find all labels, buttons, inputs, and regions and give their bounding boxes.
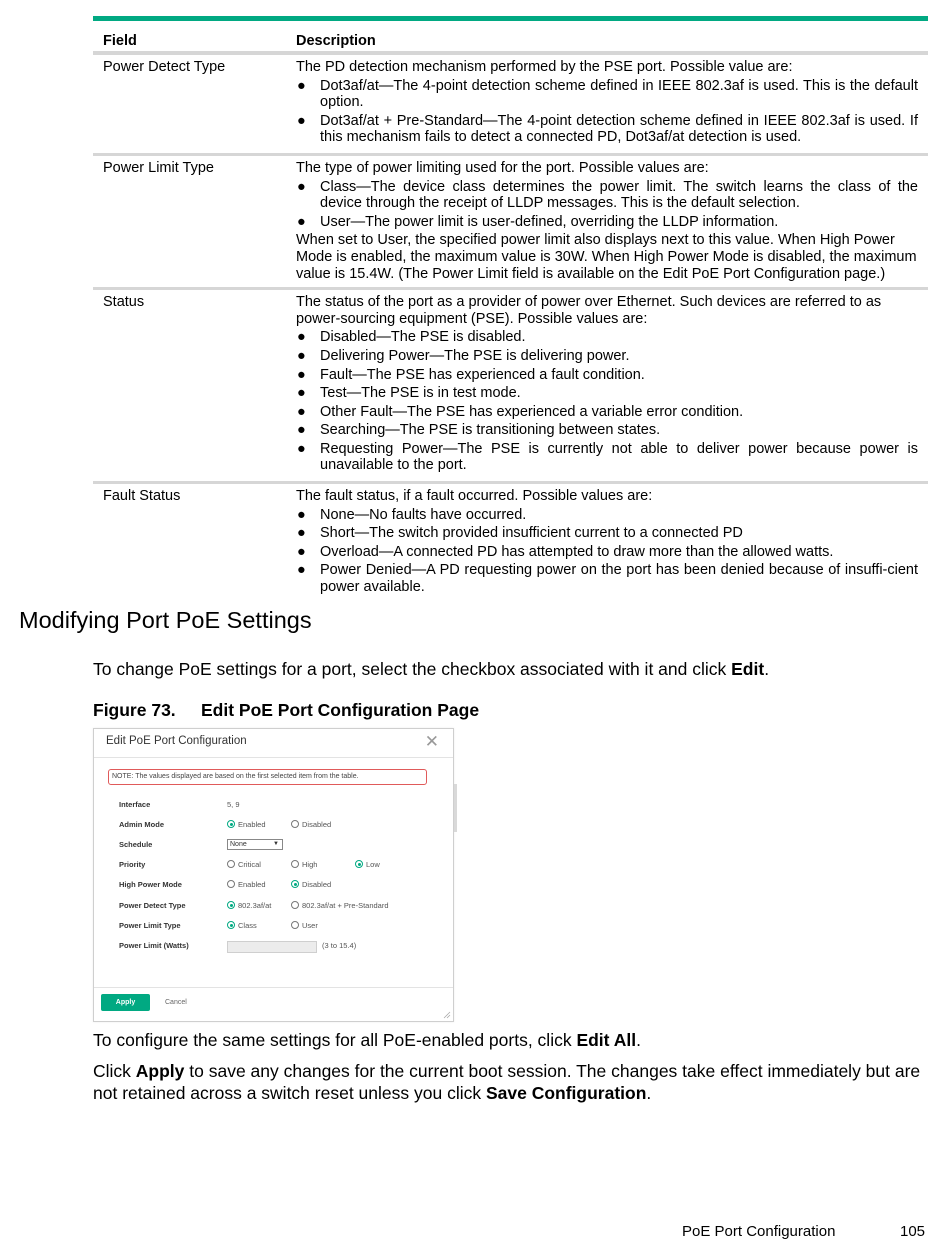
list-item xyxy=(296,78,918,111)
high-power-enabled-radio[interactable] xyxy=(227,879,266,891)
list-item-text: Other Fault—The PSE has experienced a variable error condition. xyxy=(320,403,744,420)
apply-text-start: Click xyxy=(93,1061,136,1081)
intro-end: . xyxy=(764,659,770,679)
bullet-icon: ● xyxy=(297,422,306,439)
high-power-disabled-label: Disabled xyxy=(302,880,332,889)
bullet-icon: ● xyxy=(297,506,306,523)
radio-selected-icon xyxy=(227,820,235,828)
dialog-title: Edit PoE Port Configuration xyxy=(106,735,247,747)
edit-all-end: . xyxy=(636,1030,641,1050)
list-item xyxy=(296,113,918,146)
figure-caption xyxy=(93,700,479,721)
power-detect-type-row xyxy=(119,900,439,912)
limit-class-label: Class xyxy=(238,921,257,930)
bullet-icon: ● xyxy=(297,385,306,402)
high-power-mode-label: High Power Mode xyxy=(119,880,182,889)
detect-802-3af-radio[interactable] xyxy=(227,900,271,912)
table-header-row xyxy=(93,21,928,51)
priority-low-radio[interactable] xyxy=(355,859,380,871)
table-body xyxy=(93,55,928,603)
description-cell xyxy=(296,294,928,476)
admin-mode-enabled-radio[interactable] xyxy=(227,819,266,831)
radio-unselected-icon xyxy=(291,860,299,868)
list-item-text: Disabled—The PSE is disabled. xyxy=(320,329,526,346)
list-item xyxy=(296,544,918,561)
admin-mode-label: Admin Mode xyxy=(119,820,164,829)
list-item xyxy=(296,348,918,365)
field-name-cell: Power Detect Type xyxy=(103,59,226,75)
field-description-table xyxy=(93,16,928,603)
high-power-disabled-radio[interactable] xyxy=(291,879,331,891)
field-name-cell: Fault Status xyxy=(103,488,181,505)
priority-high-label: High xyxy=(302,860,318,869)
power-limit-label: Power Limit (Watts) xyxy=(119,941,189,950)
power-limit-input[interactable] xyxy=(227,941,317,953)
limit-user-radio[interactable] xyxy=(291,920,318,932)
intro-text: To change PoE settings for a port, select the checkbox associated with it and click xyxy=(93,659,732,679)
admin-mode-row xyxy=(119,819,439,831)
list-item xyxy=(296,367,918,384)
edit-all-paragraph xyxy=(93,1029,931,1051)
description-intro: The type of power limiting used for the port. Possible values are: xyxy=(296,159,709,176)
list-item-text: Test—The PSE is in test mode. xyxy=(320,385,521,402)
radio-selected-icon xyxy=(291,880,299,888)
bullet-icon: ● xyxy=(297,329,306,346)
limit-class-radio[interactable] xyxy=(227,920,257,932)
list-item xyxy=(296,441,918,474)
bullet-icon: ● xyxy=(297,347,306,364)
dialog-footer-divider xyxy=(94,987,453,988)
apply-text-middle: to save any changes for the current boot session. The changes take effect immediately but are not retained across a switch reset unless you click xyxy=(93,1061,921,1103)
edit-poe-port-dialog xyxy=(93,728,454,1022)
list-item-text: Power Denied—A PD requesting power on the port has been denied because of insuffi-cient power available. xyxy=(320,562,918,596)
radio-unselected-icon xyxy=(227,860,235,868)
schedule-selected-value: None xyxy=(230,841,247,848)
table-row xyxy=(93,484,928,603)
bullet-icon: ● xyxy=(297,77,306,94)
footer-section-name: PoE Port Configuration xyxy=(682,1223,836,1240)
description-intro: The PD detection mechanism performed by the PSE port. Possible value are: xyxy=(296,59,793,75)
priority-low-label: Low xyxy=(366,860,380,869)
detect-802-3af-label: 802.3af/at xyxy=(238,901,272,910)
list-item xyxy=(296,329,918,346)
bullet-icon: ● xyxy=(297,440,306,457)
field-name-cell: Status xyxy=(103,294,145,311)
list-item-text: User—The power limit is user-defined, overriding the LLDP information. xyxy=(320,213,779,230)
radio-unselected-icon xyxy=(227,880,235,888)
radio-unselected-icon xyxy=(291,921,299,929)
priority-row xyxy=(119,859,439,871)
list-item-text: Short—The switch provided insufficient current to a connected PD xyxy=(320,525,743,542)
list-item-text: None—No faults have occurred. xyxy=(320,506,527,523)
bullet-icon: ● xyxy=(297,112,306,129)
list-item xyxy=(296,179,918,212)
edit-all-text: To configure the same settings for all PoE-enabled ports, click xyxy=(93,1030,577,1050)
power-detect-type-label: Power Detect Type xyxy=(119,901,186,910)
list-item xyxy=(296,562,918,595)
schedule-select[interactable] xyxy=(227,839,283,850)
close-icon[interactable]: ✕ xyxy=(424,732,439,751)
table-row xyxy=(93,290,928,481)
list-item xyxy=(296,385,918,402)
dropdown-caret-icon: ▼ xyxy=(273,841,279,847)
radio-selected-icon xyxy=(227,921,235,929)
apply-text-end: . xyxy=(646,1083,652,1103)
value-list xyxy=(296,507,918,596)
admin-mode-disabled-label: Disabled xyxy=(302,820,332,829)
interface-label: Interface xyxy=(119,800,151,809)
description-cell xyxy=(296,488,928,598)
section-title: Modifying Port PoE Settings xyxy=(19,607,312,633)
bullet-icon: ● xyxy=(297,562,306,579)
admin-mode-disabled-radio[interactable] xyxy=(291,819,331,831)
power-limit-type-label: Power Limit Type xyxy=(119,921,181,930)
intro-bold-edit: Edit xyxy=(731,659,765,679)
list-item-text: Dot3af/at—The 4-point detection scheme defined in IEEE 802.3af is used. This is the default option. xyxy=(320,77,918,111)
interface-row xyxy=(119,799,439,811)
bullet-icon: ● xyxy=(297,403,306,420)
admin-mode-enabled-label: Enabled xyxy=(238,820,266,829)
list-item-text: Class—The device class determines the power limit. The switch learns the class of the device through the receipt of LLDP messages. This is the default selection. xyxy=(320,178,918,212)
list-item xyxy=(296,507,918,524)
list-item xyxy=(296,404,918,421)
value-list xyxy=(296,179,918,231)
bullet-icon: ● xyxy=(297,543,306,560)
detect-pre-standard-label: 802.3af/at + Pre-Standard xyxy=(302,901,389,910)
value-list xyxy=(296,78,918,146)
description-cell xyxy=(296,160,928,282)
apply-paragraph xyxy=(93,1060,931,1104)
list-item xyxy=(296,422,918,439)
high-power-enabled-label: Enabled xyxy=(238,880,266,889)
limit-user-label: User xyxy=(302,921,318,930)
cancel-button[interactable]: Cancel xyxy=(165,999,187,1006)
bullet-icon: ● xyxy=(297,178,306,195)
table-row xyxy=(93,156,928,287)
header-description: Description xyxy=(296,33,376,49)
figure-title: Edit PoE Port Configuration Page xyxy=(201,700,480,720)
description-intro: The status of the port as a provider of power over Ethernet. Such devices are referred to as power-sourcing equipment (PSE). Possible values are: xyxy=(296,294,882,327)
schedule-label: Schedule xyxy=(119,840,153,849)
section-intro xyxy=(93,658,931,680)
apply-button[interactable]: Apply xyxy=(101,994,150,1011)
power-limit-type-row xyxy=(119,920,439,932)
description-intro: The fault status, if a fault occurred. Possible values are: xyxy=(296,488,653,505)
radio-selected-icon xyxy=(355,860,363,868)
list-item xyxy=(296,214,918,231)
priority-high-radio[interactable] xyxy=(291,859,317,871)
figure-number: Figure 73. xyxy=(93,700,176,720)
description-note: When set to User, the specified power limit also displays next to this value. When High Power Mode is enabled, the maximum value is 30W. When High Power Mode is disabled, the maximum value is 15.4W. (The Power Limit field is available on the Edit PoE Port Configuration page.) xyxy=(296,232,917,282)
bullet-icon: ● xyxy=(297,213,306,230)
power-limit-range-hint: (3 to 15.4) xyxy=(322,941,357,950)
header-field: Field xyxy=(103,33,137,49)
value-list xyxy=(296,329,918,474)
list-item-text: Delivering Power—The PSE is delivering power. xyxy=(320,347,630,364)
edit-all-bold: Edit All xyxy=(576,1030,637,1050)
dialog-note: NOTE: The values displayed are based on the first selected item from the table. xyxy=(108,769,427,785)
list-item-text: Overload—A connected PD has attempted to draw more than the allowed watts. xyxy=(320,543,834,560)
bullet-icon: ● xyxy=(297,525,306,542)
radio-unselected-icon xyxy=(291,820,299,828)
detect-pre-standard-radio[interactable] xyxy=(291,900,389,912)
table-row xyxy=(93,55,928,153)
dialog-title-divider xyxy=(94,757,453,758)
list-item-text: Requesting Power—The PSE is currently not able to deliver power because power is unavailable to the port. xyxy=(320,440,918,474)
priority-label: Priority xyxy=(119,860,146,869)
priority-critical-label: Critical xyxy=(238,860,261,869)
apply-bold: Apply xyxy=(135,1061,185,1081)
page-number: 105 xyxy=(900,1223,926,1240)
save-configuration-bold: Save Configuration xyxy=(485,1083,647,1103)
bullet-icon: ● xyxy=(297,366,306,383)
list-item-text: Fault—The PSE has experienced a fault condition. xyxy=(320,366,645,383)
interface-value: 5, 9 xyxy=(227,800,240,809)
priority-critical-radio[interactable] xyxy=(227,859,261,871)
field-name-cell: Power Limit Type xyxy=(103,159,214,176)
list-item-text: Dot3af/at + Pre-Standard—The 4-point detection scheme defined in IEEE 802.3af is used. If this mechanism fails to detect a connected PD, Dot3af/at detection is used. xyxy=(320,112,918,146)
description-cell xyxy=(296,59,928,148)
schedule-row xyxy=(119,839,439,851)
power-limit-row xyxy=(119,940,439,952)
list-item-text: Searching—The PSE is transitioning between states. xyxy=(320,422,661,439)
dialog-scrollbar[interactable] xyxy=(454,784,457,832)
radio-unselected-icon xyxy=(291,901,299,909)
resize-grip-icon[interactable] xyxy=(443,1011,451,1019)
radio-selected-icon xyxy=(227,901,235,909)
list-item xyxy=(296,525,918,542)
high-power-mode-row xyxy=(119,879,439,891)
